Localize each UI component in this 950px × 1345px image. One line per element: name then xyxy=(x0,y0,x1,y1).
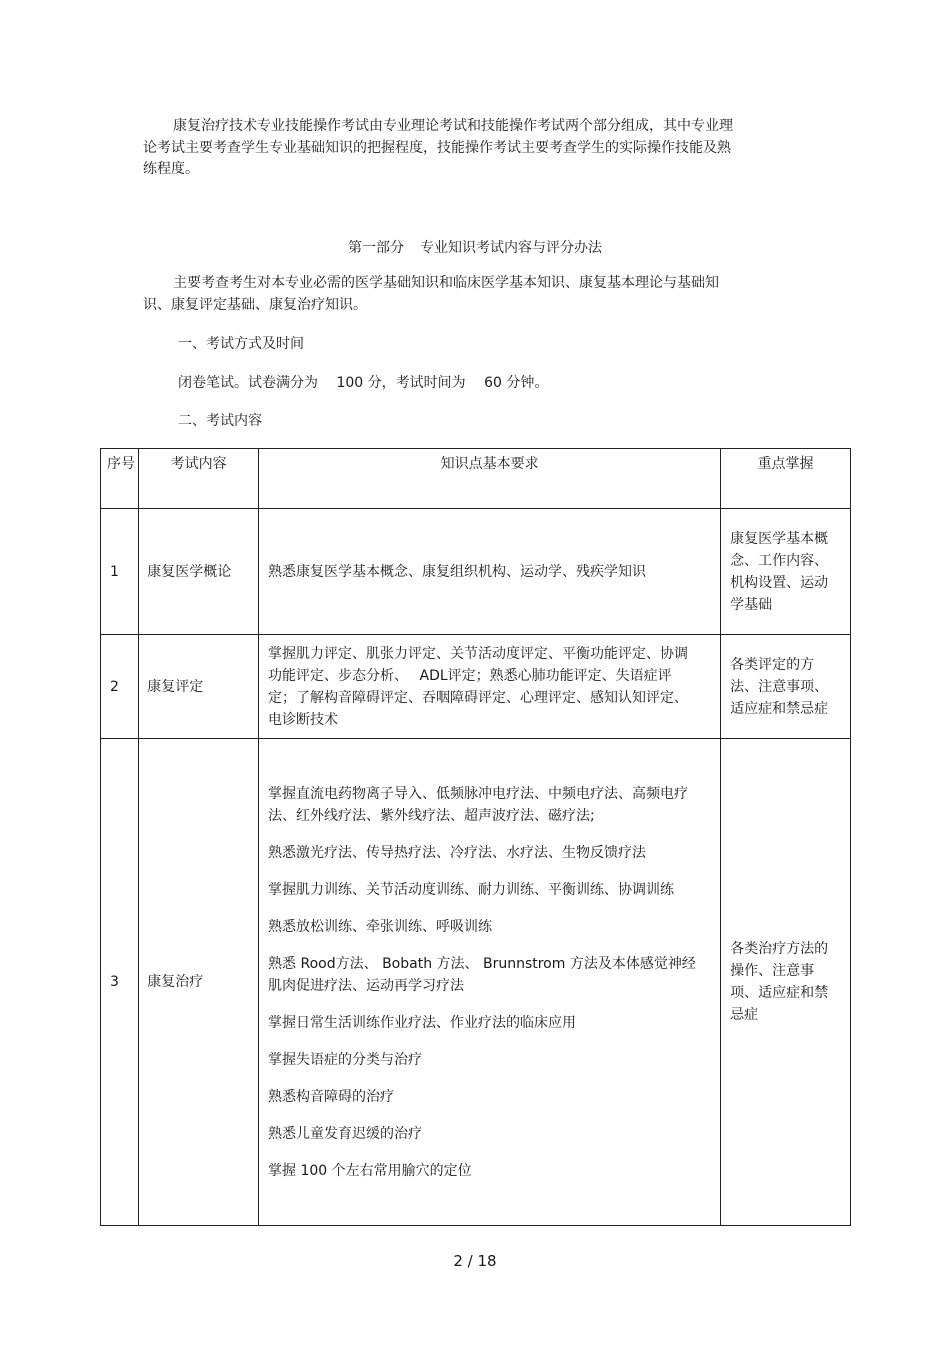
table-row xyxy=(101,509,851,635)
row-topic: 康复评定 xyxy=(139,635,259,739)
row-topic: 康复医学概论 xyxy=(139,509,259,635)
row-no: 2 xyxy=(101,635,139,739)
requirement-item: 熟悉儿童发育迟缓的治疗 xyxy=(268,1125,423,1142)
requirement-item: 掌握肌力训练、关节活动度训练、耐力训练、平衡训练、协调训练 xyxy=(268,881,675,898)
heading-exam-content: 二、考试内容 xyxy=(178,413,262,429)
heading-exam-method: 一、考试方式及时间 xyxy=(178,336,304,352)
page-number: 2 / 18 xyxy=(453,1252,497,1270)
row-requirements xyxy=(259,509,721,635)
requirement-item: 掌握日常生活训练作业疗法、作业疗法的临床应用 xyxy=(268,1014,577,1031)
row-no: 3 xyxy=(101,739,139,1226)
row-key: 各类评定的方法、注意事项、适应症和禁忌症 xyxy=(721,635,851,739)
row-requirements xyxy=(259,739,721,1226)
header-topic: 考试内容 xyxy=(139,449,259,509)
section-title-text: 专业知识考试内容与评分办法 xyxy=(420,240,602,256)
exam-method-text: 闭卷笔试。试卷满分为 100 分，考试时间为 60 分钟。 xyxy=(178,375,549,391)
section-part-label: 第一部分 xyxy=(348,240,404,256)
row-topic: 康复治疗 xyxy=(139,739,259,1226)
row-key: 各类治疗方法的操作、注意事项、适应症和禁忌症 xyxy=(721,739,851,1226)
requirement-item: 掌握肌力评定、肌张力评定、关节活动度评定、平衡功能评定、协调功能评定、步态分析、 ADL评定；熟悉心肺功能评定、失语症评定；了解构音障碍评定、吞咽障碍评定、心理评定、感知认知评定、电诊断技术 xyxy=(268,645,689,728)
requirement-item: 掌握 100 个左右常用腧穴的定位 xyxy=(268,1162,472,1179)
requirement-item: 熟悉构音障碍的治疗 xyxy=(268,1088,395,1105)
exam-content-table xyxy=(100,448,851,1226)
table-row xyxy=(101,739,851,1226)
section-title xyxy=(0,237,950,257)
table-row xyxy=(101,635,851,739)
header-no: 序号 xyxy=(101,449,139,509)
table-header-row xyxy=(101,449,851,509)
requirement-item: 熟悉放松训练、牵张训练、呼吸训练 xyxy=(268,918,493,935)
header-key: 重点掌握 xyxy=(721,449,851,509)
main-description: 主要考查考生对本专业必需的医学基础知识和临床医学基本知识、康复基本理论与基础知识、康复评定基础、康复治疗知识。 xyxy=(143,275,719,313)
row-key: 康复医学基本概念、工作内容、机构设置、运动学基础 xyxy=(721,509,851,635)
row-no: 1 xyxy=(101,509,139,635)
requirement-item: 熟悉康复医学基本概念、康复组织机构、运动学、残疾学知识 xyxy=(268,563,647,580)
row-requirements xyxy=(259,635,721,739)
requirement-item: 掌握失语症的分类与治疗 xyxy=(268,1051,423,1068)
header-requirements: 知识点基本要求 xyxy=(259,449,721,509)
requirement-item: 熟悉激光疗法、传导热疗法、冷疗法、水疗法、生物反馈疗法 xyxy=(268,844,647,861)
requirement-item: 掌握直流电药物离子导入、低频脉冲电疗法、中频电疗法、高频电疗法、红外线疗法、紫外线疗法、超声波疗法、磁疗法; xyxy=(268,785,689,824)
intro-paragraph: 康复治疗技术专业技能操作考试由专业理论考试和技能操作考试两个部分组成，其中专业理论考试主要考查学生专业基础知识的把握程度，技能操作考试主要考查学生的实际操作技能及熟练程度。 xyxy=(143,118,733,177)
requirement-item: 熟悉 Rood方法、 Bobath 方法、 Brunnstrom 方法及本体感觉神经肌肉促进疗法、运动再学习疗法 xyxy=(268,955,696,994)
